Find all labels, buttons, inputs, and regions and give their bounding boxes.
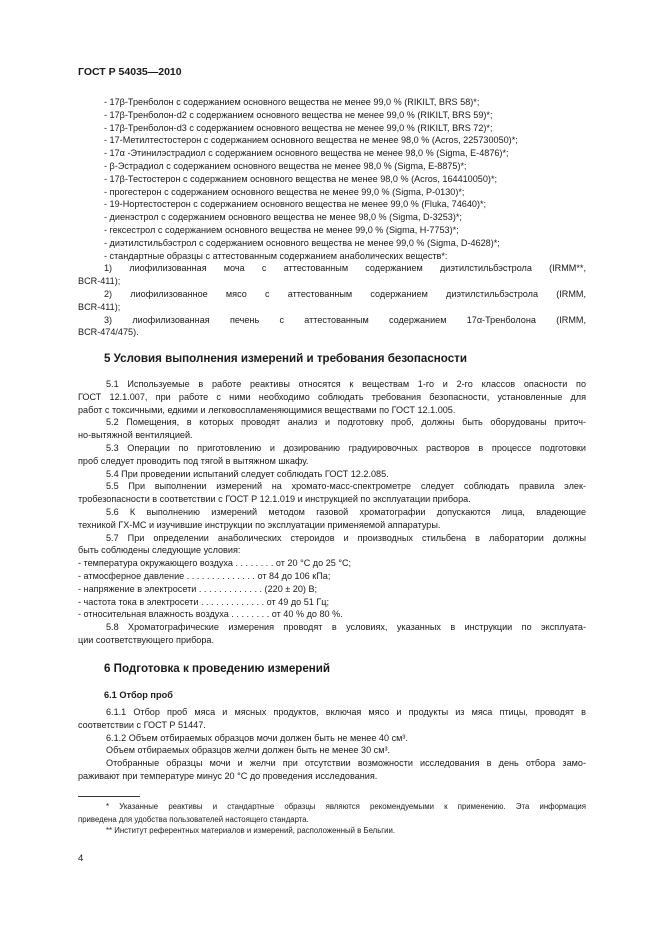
paragraph-5-3-line2: проб следует проводить под тягой в вытяжном шкафу. [78,455,309,466]
condition-item: - относительная влажность воздуха . . . . . . . . от 40 % до 80 %. [78,609,343,620]
footnote-2: ** Институт референтных материалов и измерений, расположенный в Бельгии. [106,825,396,835]
list-item: - β-Эстрадиол с содержанием основного вещества не менее 98,0 % (Sigma, E-8875)*; [104,160,467,171]
footnote-divider [78,796,140,797]
footnote-1-line2: приведена для удобства пользователей настоящего стандарта. [78,814,309,824]
condition-item: - напряжение в электросети . . . . . . . . . . . . . (220 ± 20) В; [78,583,318,594]
paragraph-5-1-line3: работ с токсичными, едкими и легковоспламеняющимися веществами по ГОСТ 12.1.005. [78,404,456,415]
list-item: - диенэстрол с содержанием основного вещества не менее 98,0 % (Sigma, D-3253)*; [104,212,462,223]
paragraph-5-6: 5.6 К выполнению измерений методом газовой хроматографии допускаются лица, владеющие [106,506,586,517]
paragraph-5-5-line2: тробезопасности в соответствии с ГОСТ Р 12.1.019 и инструкцией по эксплуатации прибора. [78,494,471,505]
standard-item-2: 2) лиофилизованное мясо с аттестованным содержанием диэтилстильбэстрола (IRMM, [104,288,586,299]
paragraph-6-1-1: 6.1.1 Отбор проб мяса и мясных продуктов, включая мясо и продукты из мяса птицы, проводят в [106,707,586,717]
paragraph-5-6-line2: техникой ГХ-МС и изучившие инструкции по эксплуатации применяемой аппаратуры. [78,519,441,530]
subsection-6-1-heading: 6.1 Отбор проб [104,690,173,700]
paragraph-5-7-line2: быть соблюдены следующие условия: [78,545,241,556]
condition-item: - частота тока в электросети . . . . . . . . . . . . . от 49 до 51 Гц; [78,596,330,607]
paragraph-5-8-line2: ции соответствующего прибора. [78,634,214,645]
list-item: - 17-Метилтестостерон с содержанием основного вещества не менее 98,0 % (Acros, 225730050)*; [104,135,518,146]
list-item: - 17β-Тренболон-d2 с содержанием основного вещества не менее 99,0 % (RIKILT, BRS 59)*; [104,109,493,120]
list-item: - гексестрол с содержанием основного вещества не менее 99,0 % (Sigma, H-7753)*; [104,224,459,235]
section-5-body [78,378,586,647]
list-item: - 17β-Тренболон-d3 с содержанием основного вещества не менее 99,0 % (RIKILT, BRS 72)*; [104,122,493,133]
reagents-list [78,96,586,339]
list-item: - диэтилстильбэстрол с содержанием основного вещества не менее 99,0 % (Sigma, D-4628)*; [104,237,500,248]
standard-item-1: 1) лиофилизованная моча с аттестованным содержанием диэтилстильбэстрола (IRMM**, [104,263,586,274]
list-item: - стандартные образцы с аттестованным содержанием анаболических веществ*: [104,250,448,261]
condition-item: - атмосферное давление . . . . . . . . . . . . . . от 84 до 106 кПа; [78,570,331,581]
paragraph-frozen-line2: раживают при температуре минус 20 °С до проведения исследования. [78,770,378,781]
section-6-heading: 6 Подготовка к проведению измерений [104,662,331,675]
standard-item-2-cont: BCR-411); [78,301,121,312]
list-item: - прогестерон с содержанием основного вещества не менее 99,0 % (Sigma, P-0130)*; [104,186,465,197]
list-item: - 17β-Тестостерон с содержанием основного вещества не менее 98,0 % (Acros, 164410050)*; [104,173,498,184]
paragraph-5-5: 5.5 При выполнении измерений на хромато-масс-спектрометре следует соблюдать правила элек- [106,481,586,492]
paragraph-5-1-line2: ГОСТ 12.1.007, при работе с ними необходимо соблюдать требования безопасности, установленные для [78,391,586,402]
standard-item-3: 3) лиофилизованная печень с аттестованным содержанием 17α-Тренболона (IRMM, [104,314,586,325]
paragraph-bile: Объем отбираемых образцов желчи должен быть не менее 30 см³. [106,745,391,756]
page-number: 4 [78,853,84,864]
list-item: - 19-Нортестостерон с содержанием основного вещества не менее 99,0 % (Fluka, 74640)*; [104,199,487,210]
paragraph-5-2-line2: но-вытяжной вентиляцией. [78,430,193,441]
paragraph-5-3: 5.3 Операции по приготовлению и дозированию градуировочных растворов в процессе подготовки [106,442,586,453]
list-item: - 17α -Этинилэстрадиол с содержанием основного вещества не менее 98,0 % (Sigma, E-4876)*; [104,148,509,159]
section-6-body [78,706,586,783]
paragraph-6-1-1-line2: соответствии с ГОСТ Р 51447. [78,719,206,730]
paragraph-5-1: 5.1 Используемые в работе реактивы относятся к веществам 1-го и 2-го классов опасности по [106,379,586,389]
paragraph-5-4: 5.4 При проведении испытаний следует соблюдать ГОСТ 12.2.085. [106,468,389,479]
list-item: - 17β-Тренболон с содержанием основного вещества не менее 99,0 % (RIKILT, BRS 58)*; [104,97,480,107]
document-header: ГОСТ Р 54035—2010 [78,66,182,78]
footnotes [78,801,586,836]
condition-item: - температура окружающего воздуха . . . . . . . . от 20 °С до 25 °С; [78,558,352,569]
footnote-1: * Указанные реактивы и стандартные образцы являются рекомендуемыми к применению. Эта информация [106,802,586,811]
paragraph-5-7: 5.7 При определении анаболических стероидов и производных стильбена в лаборатории должны [106,532,586,543]
standard-item-3-cont: BCR-474/475). [78,327,139,338]
standard-item-1-cont: BCR-411); [78,276,121,287]
section-5-heading: 5 Условия выполнения измерений и требования безопасности [104,352,467,365]
paragraph-frozen: Отобранные образцы мочи и желчи при отсутствии возможности исследования в день отбора замо- [106,758,586,769]
paragraph-6-1-2: 6.1.2 Объем отбираемых образцов мочи должен быть не менее 40 см³. [106,732,408,743]
paragraph-5-8: 5.8 Хроматографические измерения проводят в условиях, указанных в инструкции по эксплуата- [106,622,586,633]
paragraph-5-2: 5.2 Помещения, в которых проводят анализ и подготовку проб, должны быть оборудованы приточ- [106,417,586,428]
